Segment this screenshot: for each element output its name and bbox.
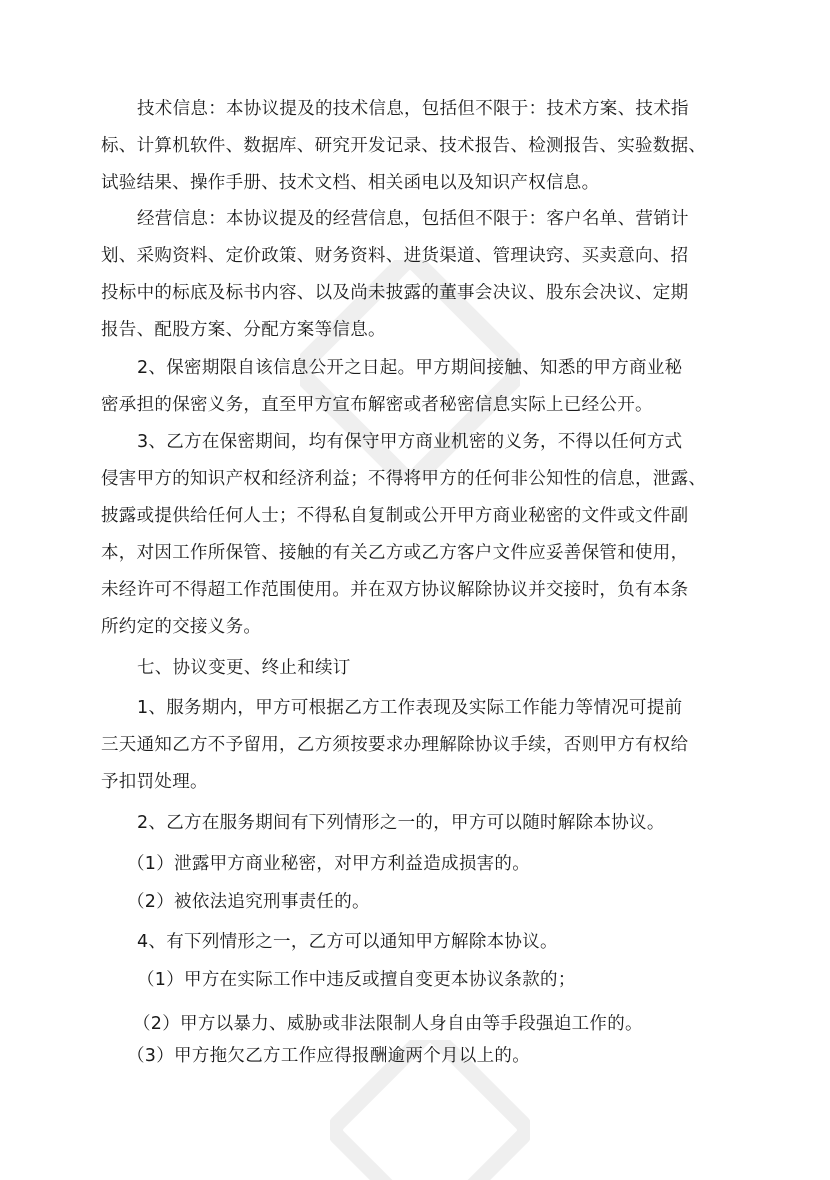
text-line: 所约定的交接义务。	[101, 617, 262, 637]
text-line: 标、计算机软件、数据库、研究开发记录、技术报告、检测报告、实验数据、	[101, 136, 707, 156]
text-line: 侵害甲方的知识产权和经济利益；不得将甲方的任何非公知性的信息，泄露、	[101, 469, 707, 489]
text-line: 经营信息：本协议提及的经营信息，包括但不限于：客户名单、营销计	[137, 209, 689, 229]
text-line: 试验结果、操作手册、技术文档、相关函电以及知识产权信息。	[101, 173, 600, 193]
text-line: 本，对因工作所保管、接触的有关乙方或乙方客户文件应妥善保管和使用，	[101, 543, 689, 563]
text-line: 1、服务期内，甲方可根据乙方工作表现及实际工作能力等情况可提前	[137, 698, 683, 718]
text-line: 报告、配股方案、分配方案等信息。	[101, 320, 386, 340]
text-line: 3、乙方在保密期间，均有保守甲方商业机密的义务，不得以任何方式	[137, 432, 683, 452]
text-line: （1）甲方在实际工作中违反或擅自变更本协议条款的；	[137, 970, 576, 990]
text-line: 2、保密期限自该信息公开之日起。甲方期间接触、知悉的甲方商业秘	[137, 358, 683, 378]
text-line: 投标中的标底及标书内容、以及尚未披露的董事会决议、股东会决议、定期	[101, 283, 689, 303]
text-line: （2）甲方以暴力、威胁或非法限制人身自由等手段强迫工作的。	[133, 1014, 643, 1034]
text-line: 技术信息：本协议提及的技术信息，包括但不限于：技术方案、技术指	[137, 99, 689, 119]
text-line: 密承担的保密义务，直至甲方宣布解密或者秘密信息实际上已经公开。	[101, 395, 653, 415]
text-line: （3）甲方拖欠乙方工作应得报酬逾两个月以上的。	[127, 1046, 531, 1066]
section-heading: 七、协议变更、终止和续订	[137, 658, 351, 678]
text-line: 三天通知乙方不予留用，乙方须按要求办理解除协议手续，否则甲方有权给	[101, 735, 689, 755]
text-line: 4、有下列情形之一，乙方可以通知甲方解除本协议。	[137, 932, 558, 952]
text-line: 予扣罚处理。	[101, 772, 208, 792]
text-line: 划、采购资料、定价政策、财务资料、进货渠道、管理诀窍、买卖意向、招	[101, 246, 689, 266]
text-line: 2、乙方在服务期间有下列情形之一的，甲方可以随时解除本协议。	[137, 813, 665, 833]
text-line: 未经许可不得超工作范围使用。并在双方协议解除协议并交接时，负有本条	[101, 580, 689, 600]
text-line: 披露或提供给任何人士；不得私自复制或公开甲方商业秘密的文件或文件副	[101, 506, 689, 526]
text-line: （1）泄露甲方商业秘密，对甲方利益造成损害的。	[127, 854, 531, 874]
text-line: （2）被依法追究刑事责任的。	[127, 892, 370, 912]
